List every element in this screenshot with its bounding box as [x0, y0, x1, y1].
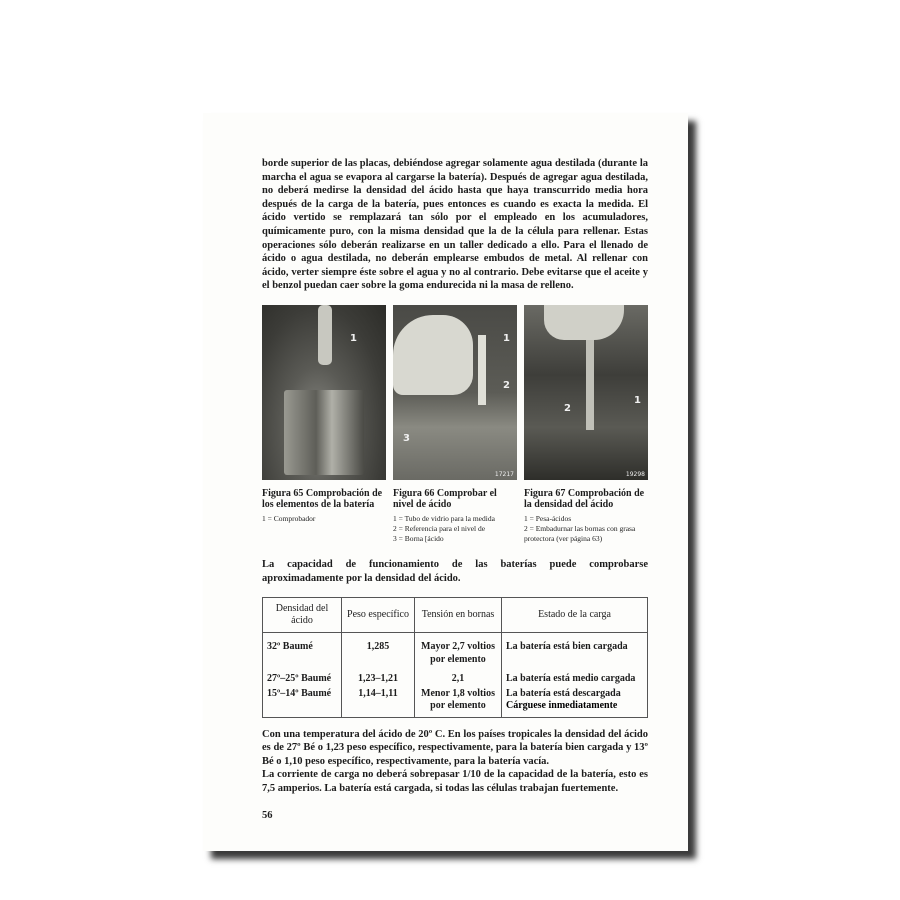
- hand-image: [393, 315, 473, 395]
- cell: 27º–25º Baumé: [263, 672, 342, 687]
- intro-paragraph: borde superior de las placas, debiéndose agregar solamente agua destilada (durante la marcha el agua se evapora al cargarse la batería). Después de agregar agua destilada, no deberá medirse la densidad del ácido hasta que haya transcurrido media hora después de la carga de la batería, pues entonces es cuando es exacta la medida. El ácido vertido se remplazará tan sólo por el empleado en los acumuladores, químicamente puro, con la misma densidad que la de la célula para rellenar. Estas operaciones sólo deberán realizarse en un taller dedicado a ello. Para el llenado de ácido o agua destilada, no deberán emplearse embudos de metal. Al rellenar con ácido, verter siempre éste sobre el agua y no al contrario. Debe evitarse que el aceite y el benzol puedan caer sobre la goma endurecida ni la masa de relleno.: [262, 158, 648, 292]
- caption-title: Figura 67 Comprobación de la densidad del ácido: [524, 487, 645, 511]
- legend-item: 1 = Tubo de vidrio para la medida: [393, 513, 495, 523]
- column-header: Densidad del ácido: [263, 598, 342, 633]
- legend-item: 3 = Borna [ácido: [393, 533, 444, 543]
- figure-67-photo: [524, 305, 648, 480]
- legend-item: 1 = Pesa-ácidos: [524, 513, 572, 523]
- figure-captions: [262, 488, 648, 544]
- hydrometer-image: [586, 340, 594, 430]
- page-number: 56: [262, 809, 273, 821]
- book-page: [203, 113, 688, 851]
- legend-item: 2 = Referencia para el nivel de: [393, 523, 486, 533]
- battery-image: [284, 390, 364, 475]
- figure-65-photo: [262, 305, 386, 480]
- cell: 1,23–1,21: [342, 672, 415, 687]
- column-header: Estado de la carga: [502, 598, 648, 633]
- figure-label: 2: [503, 379, 510, 391]
- column-header: Tensión en bornas: [415, 598, 502, 633]
- figure-label: 2: [564, 402, 571, 414]
- cell: Menor 1,8 voltios por elemento: [415, 687, 502, 718]
- cell: [502, 687, 648, 718]
- table-row: [263, 687, 648, 718]
- table-row: [263, 633, 648, 673]
- legend-item: 1 = Comprobador: [262, 513, 316, 523]
- table-row: [263, 672, 648, 687]
- acid-density-table: [262, 597, 648, 718]
- figure-label: 1: [634, 394, 641, 406]
- closing-paragraph-2: [262, 768, 648, 795]
- figure-label: 1: [350, 332, 357, 344]
- legend-item: 2 = Embadurnar las bornas con grasa protectora (ver página 63): [524, 523, 636, 543]
- cell-emphasis: Cárguese inmediatamente: [506, 700, 618, 712]
- figure-label: 1: [503, 332, 510, 344]
- cell: La batería está bien cargada: [502, 633, 648, 673]
- figure-photos: [262, 305, 648, 480]
- cell: 2,1: [415, 672, 502, 687]
- cell: 1,14–1,11: [342, 687, 415, 718]
- photo-id: 19298: [625, 470, 645, 478]
- text: de la capacidad de la batería, esto es 7,5 amperios. La batería está cargada, si todas las células trabajan fuertemente.: [262, 769, 648, 794]
- figure-label: 3: [403, 432, 410, 444]
- closing-paragraph-1: Con una temperatura del ácido de 20º C. En los países tropicales la densidad del ácido es de 27º Bé o 1,23 peso específico, respectivamente, para la batería bien cargada y 13º Bé o 1,10 peso específico, respectivamente, para la batería vacía.: [262, 728, 648, 767]
- cell: 32º Baumé: [263, 633, 342, 673]
- cell: Mayor 2,7 voltios por elemento: [415, 633, 502, 673]
- cell: La batería está medio cargada: [502, 672, 648, 687]
- figure-65-caption: [262, 488, 386, 544]
- photo-id: 17217: [494, 470, 514, 478]
- figure-66-photo: [393, 305, 517, 480]
- text: La corriente de carga no deberá sobrepasar: [262, 769, 463, 781]
- hand-image: [544, 305, 624, 340]
- table-intro: La capacidad de funcionamiento de las baterías puede comprobarse aproximadamente por la densidad del ácido.: [262, 558, 648, 584]
- figure-67-caption: [524, 488, 648, 544]
- cell: 1,285: [342, 633, 415, 673]
- caption-title: Figura 65 Comprobación de los elementos de la batería: [262, 487, 383, 511]
- cell-text: La batería está descargada: [506, 687, 621, 699]
- figure-66-caption: [393, 488, 517, 544]
- column-header: Peso específico: [342, 598, 415, 633]
- table-header-row: [263, 598, 648, 633]
- tester-image: [318, 305, 332, 365]
- fraction: 1/10: [462, 769, 481, 781]
- glass-tube-image: [478, 335, 486, 405]
- cell: 15º–14º Baumé: [263, 687, 342, 718]
- caption-title: Figura 66 Comprobar el nivel de ácido: [393, 487, 497, 511]
